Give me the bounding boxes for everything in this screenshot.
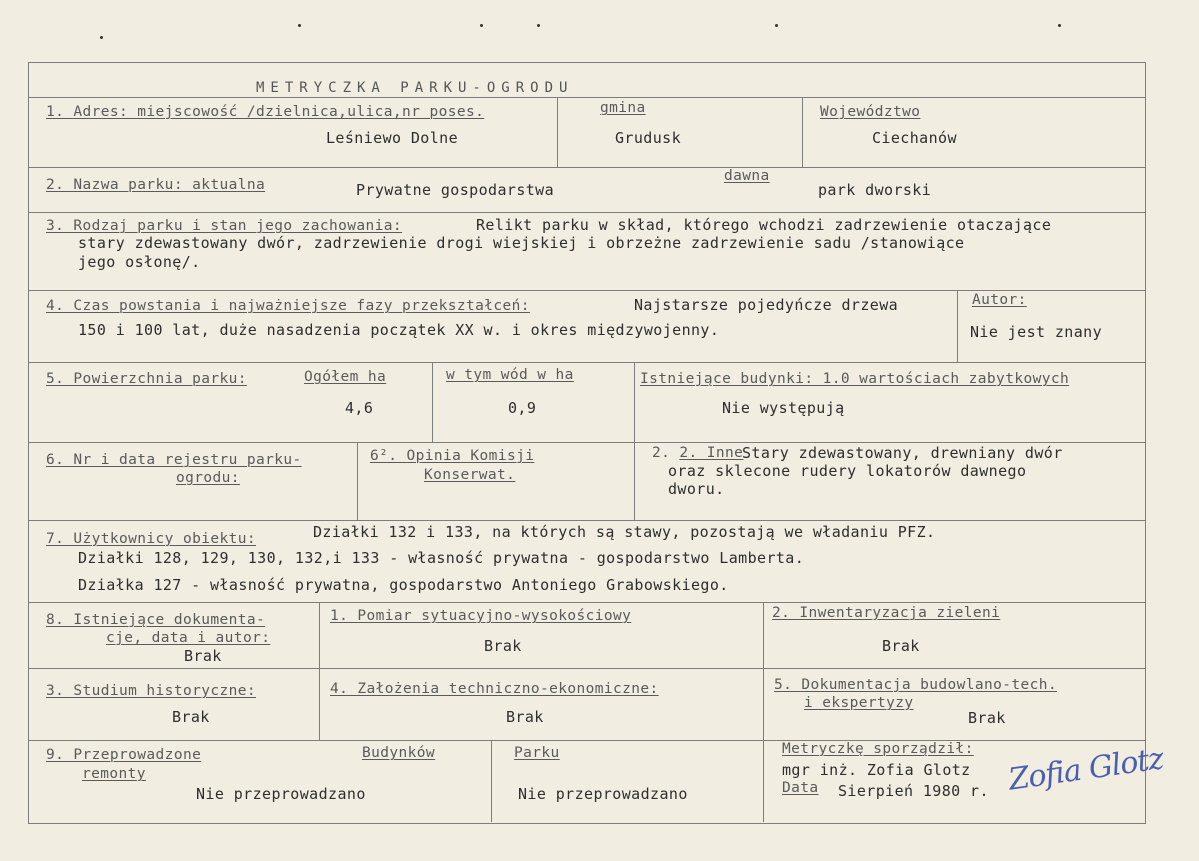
tech-econ-label: 4. Założenia techniczno-ekonomiczne: xyxy=(330,681,659,697)
renovations-park-label: Parku xyxy=(514,745,560,761)
history-line-2: 150 i 100 lat, duże nasadzenia początek XX w. i okres międzywojenny. xyxy=(78,321,720,339)
other-line-2: oraz sklecone rudery lokatorów dawnego xyxy=(668,462,1027,480)
park-name-former: park dworski xyxy=(818,181,932,199)
renovations-label-2: remonty xyxy=(82,766,146,782)
card-dot xyxy=(1058,24,1061,27)
buildings-value: Nie występują xyxy=(722,399,845,417)
historical-study-label: 3. Studium historyczne: xyxy=(46,683,256,699)
handwritten-signature: Zofia Glotz xyxy=(1006,741,1166,798)
card-dot xyxy=(775,24,778,27)
date-label: Data xyxy=(782,780,819,796)
survey-label: 1. Pomiar sytuacyjno-wysokościowy xyxy=(330,608,632,624)
opinion-label-2: Konserwat. xyxy=(424,467,516,483)
other-line-3: dworu. xyxy=(668,480,725,498)
card-dot xyxy=(537,24,540,27)
history-line-1: Najstarsze pojedyńcze drzewa xyxy=(634,296,899,314)
prepared-by-label: Metryczkę sporządził: xyxy=(782,741,974,757)
building-docs-label-1: 5. Dokumentacja budowlano-tech. xyxy=(774,677,1058,693)
docs-label-1: 8. Istniejące dokumenta- xyxy=(46,612,266,628)
date-value: Sierpień 1980 r. xyxy=(838,782,989,800)
renovations-buildings-label: Budynków xyxy=(362,745,436,761)
park-type-line-3: jego osłonę/. xyxy=(78,253,201,271)
park-type-line-2: stary zdewastowany dwór, zadrzewienie drogi wiejskiej i obrzeżne zadrzewienie sadu /stanowiące xyxy=(78,234,965,252)
voivodeship-value: Ciechanów xyxy=(872,129,957,147)
users-line-3: Działka 127 - własność prywatna, gospodarstwo Antoniego Grabowskiego. xyxy=(78,576,729,594)
renovations-park-value: Nie przeprowadzano xyxy=(518,785,688,803)
users-line-1: Działki 132 i 133, na których są stawy, pozostają we władaniu PFZ. xyxy=(313,523,936,541)
park-type-line-1: Relikt parku w skład, którego wchodzi zadrzewienie otaczające xyxy=(476,216,1052,234)
buildings-label: Istniejące budynki: 1.0 wartościach zabytkowych xyxy=(640,371,1070,387)
building-docs-value: Brak xyxy=(968,709,1006,727)
form-title: METRYCZKA PARKU-OGRODU xyxy=(256,80,574,96)
area-label: 5. Powierzchnia parku: xyxy=(46,371,247,387)
users-label: 7. Użytkownicy obiektu: xyxy=(46,531,256,547)
history-label: 4. Czas powstania i najważniejsze fazy przekształceń: xyxy=(46,298,530,314)
gmina-value: Grudusk xyxy=(615,129,682,147)
historical-study-value: Brak xyxy=(172,708,210,726)
author-value: Nie jest znany xyxy=(970,323,1103,341)
docs-label-2: cje, data i autor: xyxy=(106,630,271,646)
opinion-label-1: 6². Opinia Komisji xyxy=(370,448,535,464)
docs-value: Brak xyxy=(184,647,222,665)
gmina-label: gmina xyxy=(600,100,646,116)
card-dot xyxy=(480,24,483,27)
other-label: 2. 2. Inne xyxy=(652,445,744,461)
park-name-current: Prywatne gospodarstwa xyxy=(356,181,555,199)
building-docs-label-2: i ekspertyzy xyxy=(804,695,914,711)
author-label: Autor: xyxy=(972,292,1027,308)
area-total-value: 4,6 xyxy=(345,399,374,417)
other-label-text: 2. Inne xyxy=(679,445,744,461)
greenery-inventory-label: 2. Inwentaryzacja zieleni xyxy=(772,605,1001,621)
other-line-1: Stary zdewastowany, drewniany dwór xyxy=(742,444,1063,462)
park-type-label: 3. Rodzaj parku i stan jego zachowania: xyxy=(46,218,403,234)
users-line-2: Działki 128, 129, 130, 132,i 133 - własność prywatna - gospodarstwo Lamberta. xyxy=(78,549,805,567)
prepared-by-value: mgr inż. Zofia Glotz xyxy=(782,761,971,779)
area-total-label: Ogółem ha xyxy=(304,369,387,385)
card-dot xyxy=(100,36,103,39)
park-name-former-label: dawna xyxy=(724,168,770,184)
water-area-value: 0,9 xyxy=(508,399,537,417)
voivodeship-label: Województwo xyxy=(820,104,921,120)
park-name-label: 2. Nazwa parku: aktualna xyxy=(46,177,266,193)
tech-econ-value: Brak xyxy=(506,708,544,726)
locality-value: Leśniewo Dolne xyxy=(326,129,459,147)
card-dot xyxy=(298,24,301,27)
address-label: 1. Adres: miejscowość /dzielnica,ulica,nr poses. xyxy=(46,104,485,120)
renovations-buildings-value: Nie przeprowadzano xyxy=(196,785,366,803)
registry-label-1: 6. Nr i data rejestru parku- xyxy=(46,452,302,468)
greenery-inventory-value: Brak xyxy=(882,637,920,655)
survey-value: Brak xyxy=(484,637,522,655)
registry-label-2: ogrodu: xyxy=(176,470,240,486)
renovations-label-1: 9. Przeprowadzone xyxy=(46,747,202,763)
water-area-label: w tym wód w ha xyxy=(446,367,574,383)
